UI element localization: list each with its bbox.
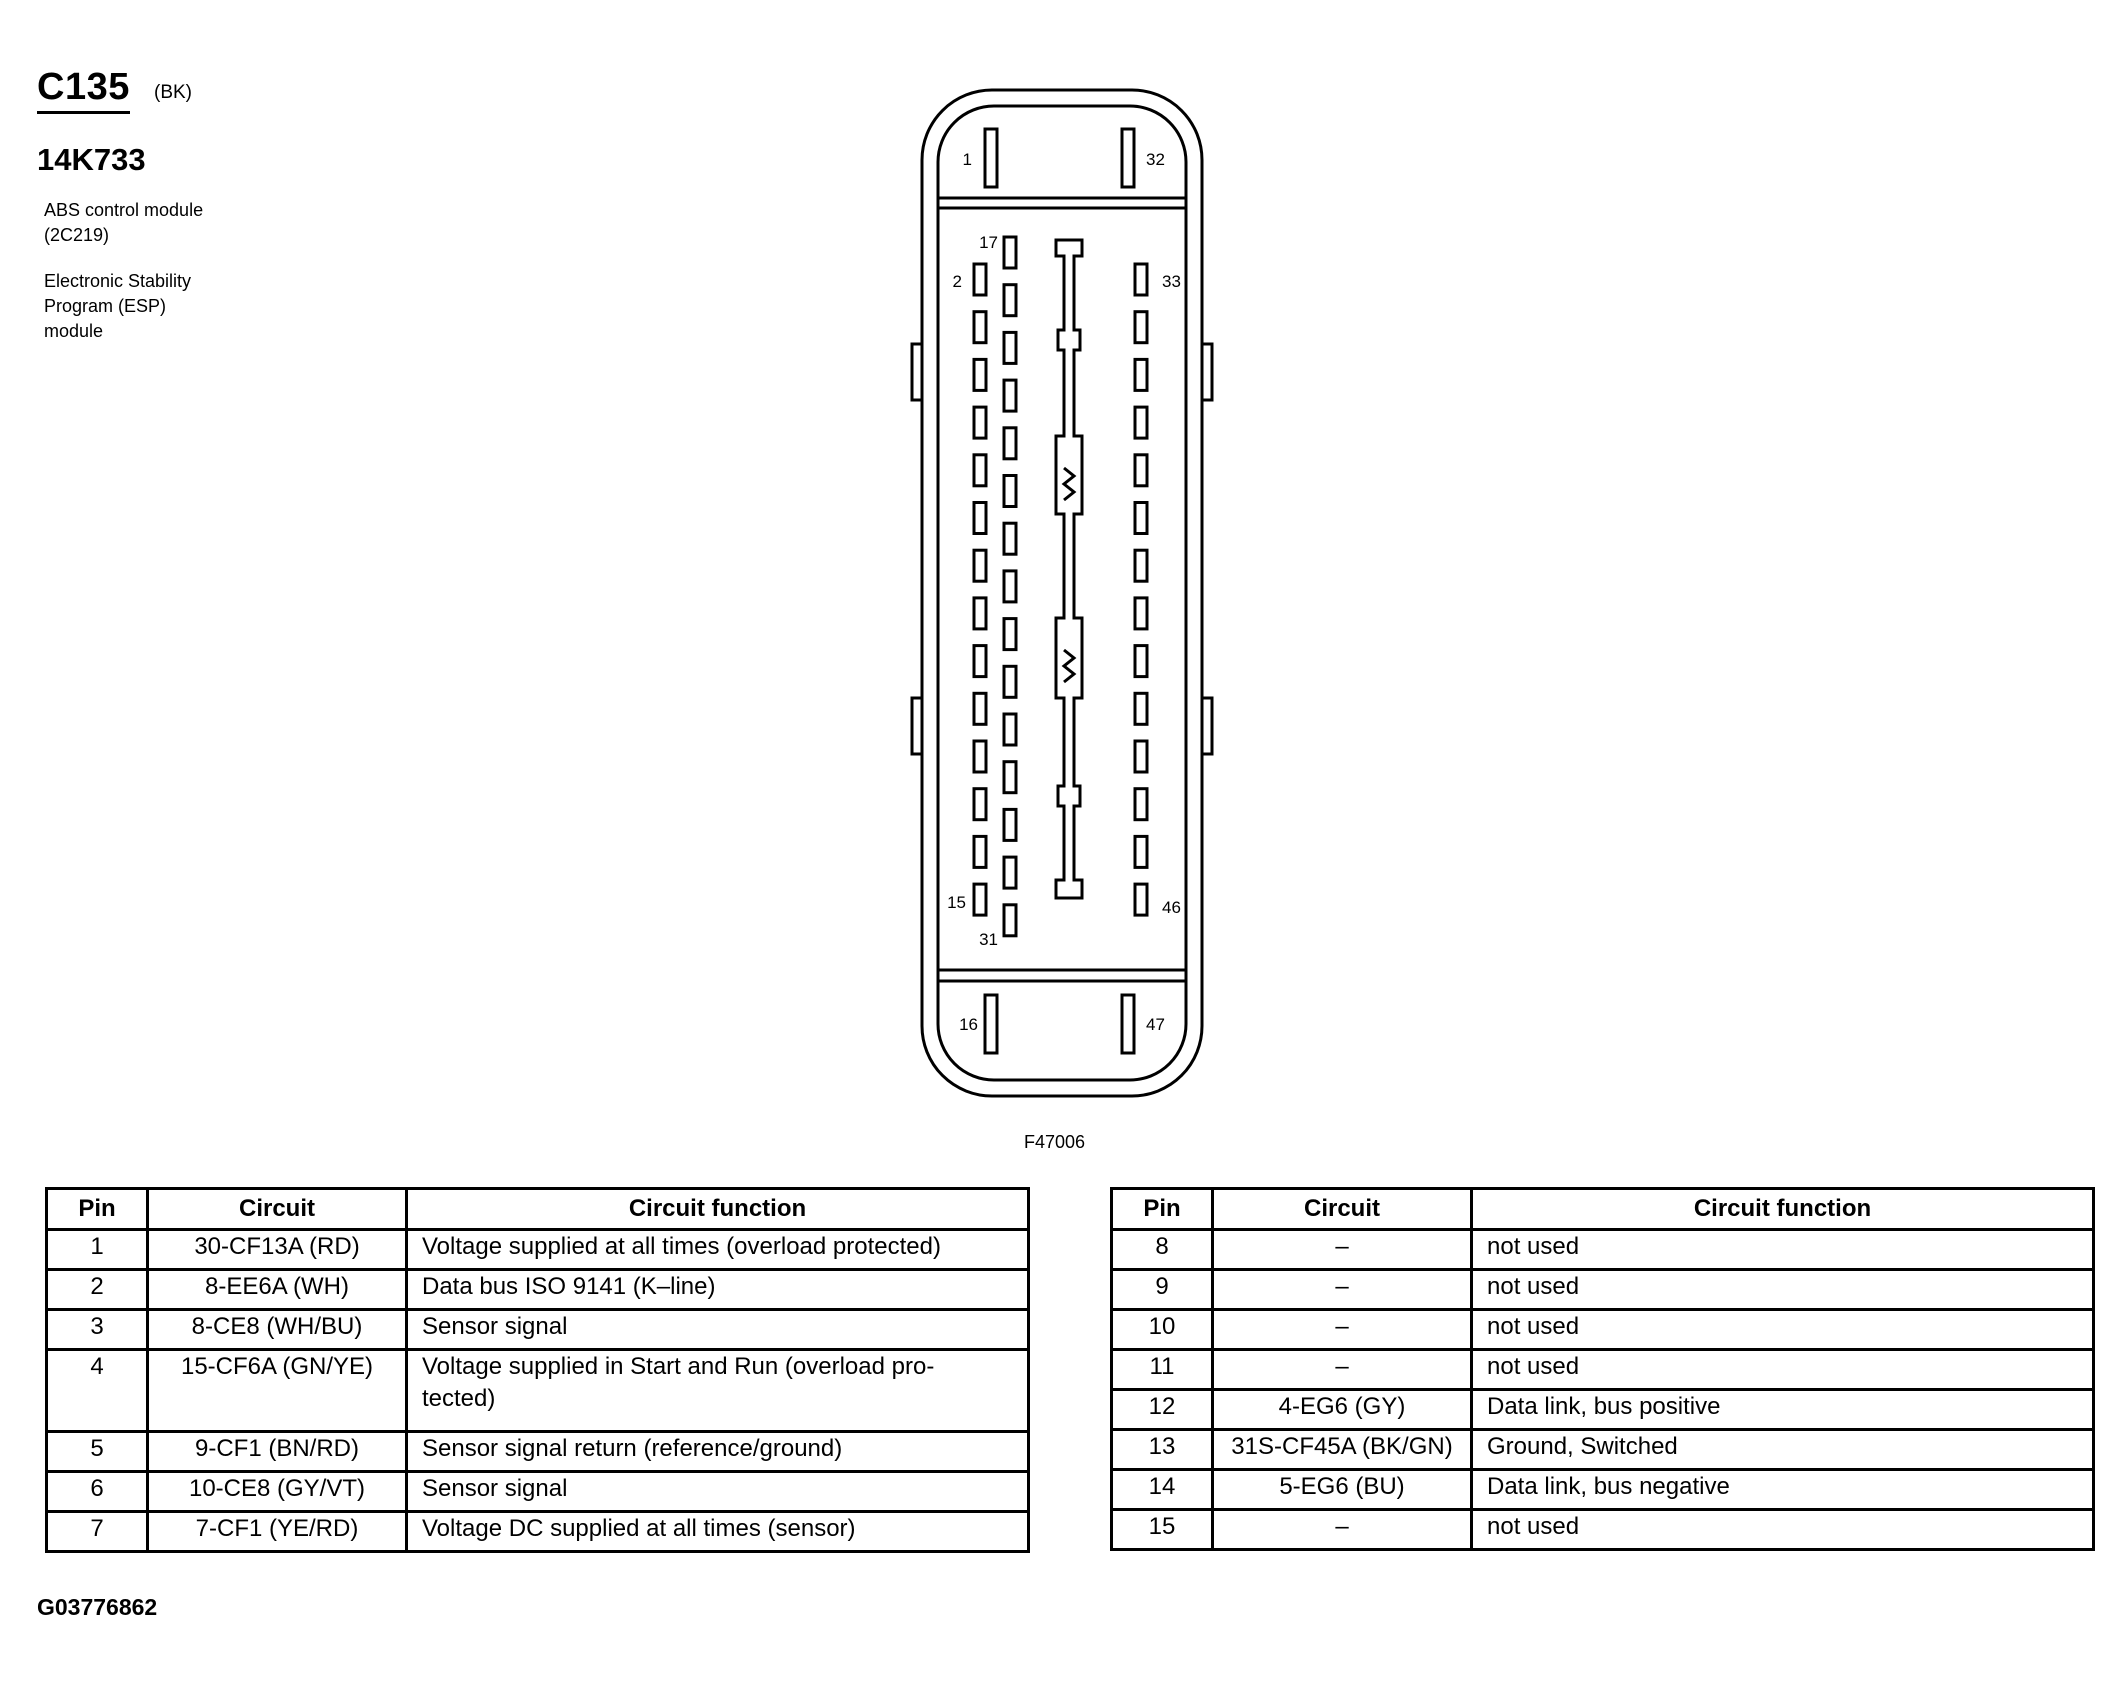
terminal-cavity (974, 503, 986, 534)
table-row (47, 1432, 1029, 1472)
function-cell: not used (1472, 1510, 2094, 1550)
terminal-cavity (1004, 571, 1016, 602)
column-header-circuit: Circuit (1213, 1189, 1472, 1230)
circuit-cell: 8-EE6A (WH) (148, 1270, 407, 1310)
table-row (47, 1310, 1029, 1350)
figure-id: F47006 (1024, 1132, 1086, 1152)
pin-cell: 6 (47, 1472, 148, 1512)
function-cell: Data link, bus positive (1472, 1390, 2094, 1430)
function-line: Voltage supplied in Start and Run (overload pro- (422, 1353, 935, 1380)
function-cell: not used (1472, 1310, 2094, 1350)
terminal-cavity (1004, 714, 1016, 745)
function-cell: Sensor signal (407, 1310, 1029, 1350)
table-row (47, 1472, 1029, 1512)
pin-label: 33 (1162, 272, 1181, 291)
circuit-cell: – (1213, 1230, 1472, 1270)
terminal-cavity (1135, 836, 1147, 867)
pin-cell: 14 (1112, 1470, 1213, 1510)
function-cell: not used (1472, 1350, 2094, 1390)
terminal-cavity (1004, 285, 1016, 316)
pin-label: 2 (952, 272, 962, 291)
circuit-cell: – (1213, 1310, 1472, 1350)
connector-code: C135 (37, 66, 130, 114)
terminal-cavity (1004, 762, 1016, 793)
circuit-cell: 31S-CF45A (BK/GN) (1213, 1430, 1472, 1470)
pin-cell: 8 (1112, 1230, 1213, 1270)
pin-label: 46 (1162, 898, 1181, 917)
pin-cell: 15 (1112, 1510, 1213, 1550)
pin-cell: 10 (1112, 1310, 1213, 1350)
table-row (1112, 1430, 2094, 1470)
pin-table-left (45, 1187, 1030, 1553)
terminal-cavity (974, 455, 986, 486)
terminal-cavity (974, 693, 986, 724)
function-cell: Voltage supplied at all times (overload protected) (407, 1230, 1029, 1270)
circuit-cell: 10-CE8 (GY/VT) (148, 1472, 407, 1512)
terminal-cavity (974, 312, 986, 343)
description-line: Program (ESP) (44, 296, 167, 316)
terminal-cavity (974, 741, 986, 772)
pin-label: 17 (979, 233, 998, 252)
terminal-cavity (1004, 380, 1016, 411)
terminal-cavity (974, 359, 986, 390)
column-header-pin: Pin (1112, 1189, 1213, 1230)
terminal-cavity (974, 598, 986, 629)
pin-label: 32 (1146, 150, 1165, 169)
center-key-detail (1064, 650, 1074, 682)
column-header-function: Circuit function (407, 1189, 1029, 1230)
function-cell (407, 1350, 1029, 1432)
circuit-cell: 8-CE8 (WH/BU) (148, 1310, 407, 1350)
terminal-cavity (974, 789, 986, 820)
table-row (1112, 1390, 2094, 1430)
pin-cell: 11 (1112, 1350, 1213, 1390)
circuit-cell: 4-EG6 (GY) (1213, 1390, 1472, 1430)
terminal-cavity (974, 836, 986, 867)
terminal-cavity (1004, 619, 1016, 650)
terminal-cavity (1004, 809, 1016, 840)
column-header-circuit: Circuit (148, 1189, 407, 1230)
table-row (1112, 1510, 2094, 1550)
pin-cell: 2 (47, 1270, 148, 1310)
function-cell: Data link, bus negative (1472, 1470, 2094, 1510)
terminal-cavity (1135, 646, 1147, 677)
circuit-cell: 15-CF6A (GN/YE) (148, 1350, 407, 1432)
pin-label: 15 (947, 893, 966, 912)
function-cell: Ground, Switched (1472, 1430, 2094, 1470)
circuit-cell: – (1213, 1270, 1472, 1310)
terminal-cavity (1135, 693, 1147, 724)
terminal-cavity (1004, 905, 1016, 936)
terminal-cavity (974, 646, 986, 677)
function-cell: Voltage DC supplied at all times (sensor) (407, 1512, 1029, 1552)
pin-cell: 3 (47, 1310, 148, 1350)
terminal-16 (985, 995, 997, 1053)
terminal-cavity (1004, 857, 1016, 888)
pin-cell: 9 (1112, 1270, 1213, 1310)
terminal-cavity (974, 550, 986, 581)
pin-label: 47 (1146, 1015, 1165, 1034)
circuit-cell: – (1213, 1510, 1472, 1550)
terminal-cavity (1135, 503, 1147, 534)
table-row (47, 1512, 1029, 1552)
pin-label: 1 (962, 150, 972, 169)
terminal-cavity (1135, 598, 1147, 629)
circuit-cell: 7-CF1 (YE/RD) (148, 1512, 407, 1552)
connector-housing-inner (938, 106, 1186, 1080)
terminal-47 (1122, 995, 1134, 1053)
latch-tab (1202, 698, 1212, 754)
table-row (1112, 1350, 2094, 1390)
table-row (47, 1350, 1029, 1432)
circuit-cell: 9-CF1 (BN/RD) (148, 1432, 407, 1472)
center-key (1056, 240, 1082, 898)
latch-tab (1202, 344, 1212, 400)
pin-cell: 13 (1112, 1430, 1213, 1470)
table-row (47, 1230, 1029, 1270)
description-line: Electronic Stability (44, 271, 192, 291)
circuit-cell: 5-EG6 (BU) (1213, 1470, 1472, 1510)
table-row (47, 1270, 1029, 1310)
table-header-row (1112, 1189, 2094, 1230)
description-line: (2C219) (44, 225, 110, 245)
terminal-cavity (1135, 455, 1147, 486)
function-cell: not used (1472, 1230, 2094, 1270)
pin-cell: 1 (47, 1230, 148, 1270)
description-line: module (44, 321, 104, 341)
description-line: ABS control module (44, 200, 204, 220)
terminal-32 (1122, 129, 1134, 187)
table-row (1112, 1230, 2094, 1270)
table-row (1112, 1270, 2094, 1310)
terminal-cavity (1135, 312, 1147, 343)
terminal-cavity (1135, 550, 1147, 581)
table-row (1112, 1470, 2094, 1510)
function-cell: not used (1472, 1270, 2094, 1310)
document-id: G03776862 (37, 1594, 158, 1620)
pin-cell: 4 (47, 1350, 148, 1432)
pin-table-right (1110, 1187, 2095, 1551)
latch-tab (912, 344, 922, 400)
pin-cell: 5 (47, 1432, 148, 1472)
pin-label: 31 (979, 930, 998, 949)
terminal-cavity (1135, 359, 1147, 390)
terminal-cavity (974, 264, 986, 295)
function-cell: Data bus ISO 9141 (K–line) (407, 1270, 1029, 1310)
terminal-cavity (1004, 332, 1016, 363)
connector-color: (BK) (154, 82, 192, 103)
terminal-cavity (1004, 666, 1016, 697)
column-header-pin: Pin (47, 1189, 148, 1230)
terminal-cavity (974, 407, 986, 438)
center-key-detail (1064, 468, 1074, 500)
terminal-cavity (1135, 789, 1147, 820)
table-row (1112, 1310, 2094, 1350)
pin-cell: 12 (1112, 1390, 1213, 1430)
circuit-cell: 30-CF13A (RD) (148, 1230, 407, 1270)
terminal-cavity (1004, 428, 1016, 459)
part-number: 14K733 (37, 142, 146, 177)
pin-cell: 7 (47, 1512, 148, 1552)
terminal-cavity (974, 884, 986, 915)
function-cell: Sensor signal return (reference/ground) (407, 1432, 1029, 1472)
terminal-cavity (1004, 237, 1016, 268)
function-cell: Sensor signal (407, 1472, 1029, 1512)
terminal-cavity (1135, 741, 1147, 772)
column-header-function: Circuit function (1472, 1189, 2094, 1230)
circuit-cell: – (1213, 1350, 1472, 1390)
terminal-cavity (1135, 884, 1147, 915)
terminal-cavity (1004, 476, 1016, 507)
terminal-cavity (1004, 523, 1016, 554)
terminal-cavity (1135, 264, 1147, 295)
table-header-row (47, 1189, 1029, 1230)
latch-tab (912, 698, 922, 754)
function-line: tected) (422, 1385, 496, 1412)
terminal-cavity (1135, 407, 1147, 438)
pin-label: 16 (959, 1015, 978, 1034)
terminal-1 (985, 129, 997, 187)
